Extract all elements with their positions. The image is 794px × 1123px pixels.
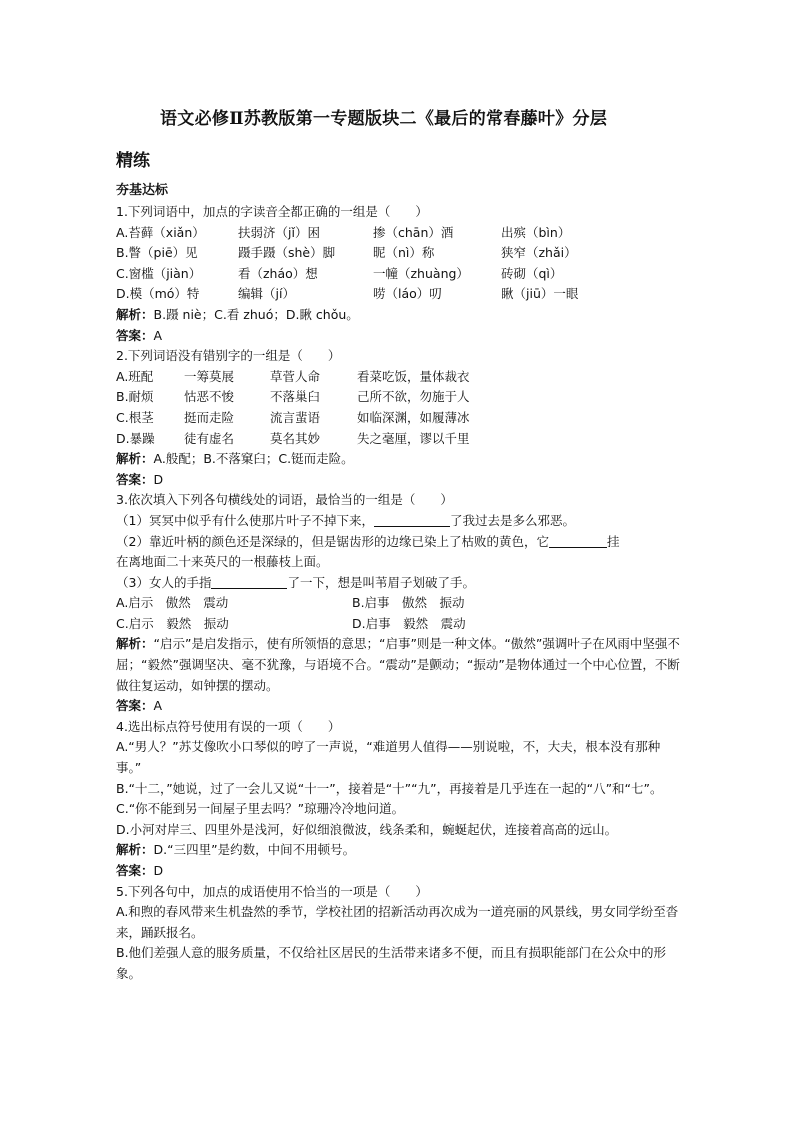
sentence-text: （2）靠近叶柄的颜色还是深绿的，但是锯齿形的边缘已染上了枯败的黄色，它	[116, 533, 549, 549]
option-word: 出殡（bìn）	[501, 224, 571, 240]
question-3-sentence-2	[116, 532, 684, 553]
option-word: 昵（nì）称	[373, 245, 435, 261]
question-5-option-b: B.他们差强人意的服务质量，不仅给社区居民的生活带来诸多不便，而且有损职能部门在公众中的形象。	[116, 945, 667, 981]
question-2-row-b	[116, 387, 684, 408]
question-2-stem: 2.下列词语没有错别字的一组是（ ）	[116, 348, 341, 364]
answer-label: 答案：	[116, 698, 154, 714]
option-word: D.暴躁	[116, 430, 155, 446]
question-list	[116, 202, 684, 985]
sentence-text: 挂	[606, 533, 620, 549]
option-word: 掺（chān）酒	[373, 224, 454, 240]
option-word: 怙恶不悛	[184, 389, 235, 405]
answer-label: 答案：	[116, 471, 154, 487]
question-1-stem: 1.下列词语中，加点的字读音全都正确的一组是（ ）	[116, 204, 428, 219]
question-4-option-d: D.小河对岸三、四里外是浅河，好似细浪微波，线条柔和，蜿蜒起伏，连接着高高的远山。	[116, 821, 618, 837]
answer-value: A	[153, 327, 163, 343]
option-word: 瞅（jiū）一眼	[501, 286, 579, 302]
question-1-row-d	[116, 284, 684, 305]
option-word: 莫名其妙	[270, 430, 321, 446]
question-4-option-a: A.“男人？”苏艾像吹小口琴似的哼了一声说，“难道男人值得——别说啦，不，大夫，根本没有那种事。”	[116, 739, 661, 776]
option-word: D.模（mó）特	[116, 286, 200, 302]
question-2-row-a	[116, 367, 684, 388]
answer-value: D	[153, 863, 164, 878]
analysis-label: 解析：	[116, 306, 154, 322]
section-heading: 夯基达标	[116, 183, 169, 198]
question-1-row-a	[116, 223, 684, 244]
analysis-text: B.蹑 niè；C.看 zhuó；D.瞅 chǒu。	[153, 306, 359, 322]
question-3-answer	[116, 696, 684, 717]
option-d: D.启事 毅然 震动	[352, 615, 466, 631]
option-word: 挺而走险	[184, 409, 235, 425]
question-2-row-d	[116, 429, 684, 450]
question-4-answer	[116, 861, 684, 882]
sentence-text: 了一下，想是叫苇眉子划破了手。	[287, 574, 475, 590]
question-2-row-c	[116, 408, 684, 429]
option-word: 一筹莫展	[184, 368, 235, 384]
document-title-continuation: 精练	[116, 151, 150, 171]
question-1-analysis	[116, 305, 684, 326]
option-word: 编辑（jí）	[238, 286, 295, 302]
option-word: 蹑手蹑（shè）脚	[238, 245, 336, 261]
question-3-sentence-2-cont: 在离地面二十来英尺的一根藤枝上面。	[116, 554, 329, 570]
option-word: B.耐烦	[116, 389, 154, 405]
fill-blank	[549, 533, 607, 548]
option-word: A.班配	[116, 368, 154, 384]
option-word: A.苔藓（xiǎn）	[116, 224, 205, 240]
question-1-row-c	[116, 264, 684, 285]
option-word: 草菅人命	[270, 368, 321, 384]
question-3-sentence-3	[116, 573, 684, 594]
answer-label: 答案：	[116, 327, 154, 343]
analysis-text: “启示”是启发指示，使有所领悟的意思；“启事”则是一种文体。“傲然”强调叶子在风雨中坚强不屈；“毅然”强调坚决、毫不犹豫，与语境不合。“震动”是颤动；“振动”是物体通过一个中心位置，不断做往复运动，如钟摆的摆动。	[116, 636, 680, 693]
sentence-text: 了我过去是多么邪恶。	[449, 512, 575, 528]
analysis-label: 解析：	[116, 636, 154, 652]
question-4-option-b: B.“十二，”她说，过了一会儿又说“十一”，接着是“十”“九”，再接着是几乎连在一起的“八”和“七”。	[116, 780, 663, 796]
question-3-sentence-1	[116, 511, 684, 532]
question-3-options-cd	[116, 614, 684, 635]
option-b: B.启事 傲然 振动	[352, 595, 465, 611]
option-word: 徒有虚名	[184, 430, 235, 446]
answer-value: A	[153, 698, 163, 714]
question-3-stem: 3.依次填入下列各句横线处的词语，最恰当的一组是（ ）	[116, 492, 453, 508]
question-5-option-a: A.和煦的春风带来生机盎然的季节，学校社团的招新活动再次成为一道亮丽的风景线，男女同学纷至沓来，踊跃报名。	[116, 904, 679, 940]
option-word: 看（zháo）想	[238, 265, 318, 281]
option-word: 砖砌（qì）	[501, 265, 563, 281]
option-word: 如临深渊，如履薄冰	[357, 409, 470, 425]
option-word: 看菜吃饭，量体裁衣	[357, 368, 470, 384]
option-c: C.启示 毅然 振动	[116, 615, 229, 631]
option-word: 扶弱济（jǐ）困	[238, 224, 320, 240]
question-1-answer	[116, 326, 684, 347]
question-5-stem: 5.下列各句中，加点的成语使用不恰当的一项是（ ）	[116, 883, 428, 899]
sentence-text: （3）女人的手指	[116, 574, 212, 590]
answer-value: D	[153, 471, 164, 487]
question-4-option-c: C.“你不能到另一间屋子里去吗？”琼珊冷冷地问道。	[116, 801, 405, 817]
option-a: A.启示 傲然 震动	[116, 595, 229, 611]
sentence-text: （1）冥冥中似乎有什么使那片叶子不掉下来，	[116, 512, 374, 528]
question-4-stem: 4.选出标点符号使用有误的一项（ ）	[116, 718, 341, 734]
analysis-text: D.“三四里”是约数，中间不用顿号。	[153, 842, 356, 858]
question-3-analysis	[116, 634, 684, 696]
option-word: 一幢（zhuàng）	[373, 265, 469, 281]
fill-blank	[374, 512, 450, 527]
analysis-text: A.般配；B.不落窠臼；C.铤而走险。	[153, 451, 354, 467]
option-word: C.窗槛（jiàn）	[116, 265, 202, 281]
answer-label: 答案：	[116, 863, 154, 878]
analysis-label: 解析：	[116, 842, 154, 858]
question-3-options-ab	[116, 593, 684, 614]
option-word: 己所不欲，勿施于人	[357, 389, 470, 405]
question-2-analysis	[116, 449, 684, 470]
document-title: 语文必修Ⅱ苏教版第一专题版块二《最后的常春藤叶》分层	[160, 109, 608, 129]
analysis-label: 解析：	[116, 451, 154, 467]
option-word: 狭窄（zhǎi）	[501, 245, 577, 261]
option-word: C.根茎	[116, 409, 154, 425]
option-word: 失之毫厘，谬以千里	[357, 430, 470, 446]
question-4-analysis	[116, 840, 684, 861]
option-word: 不落巢臼	[270, 389, 321, 405]
question-1-row-b	[116, 243, 684, 264]
question-2-answer	[116, 470, 684, 491]
option-word: 流言蜚语	[270, 409, 321, 425]
option-word: B.瞥（piē）见	[116, 245, 198, 261]
fill-blank	[211, 574, 287, 589]
option-word: 唠（láo）叨	[373, 286, 442, 302]
